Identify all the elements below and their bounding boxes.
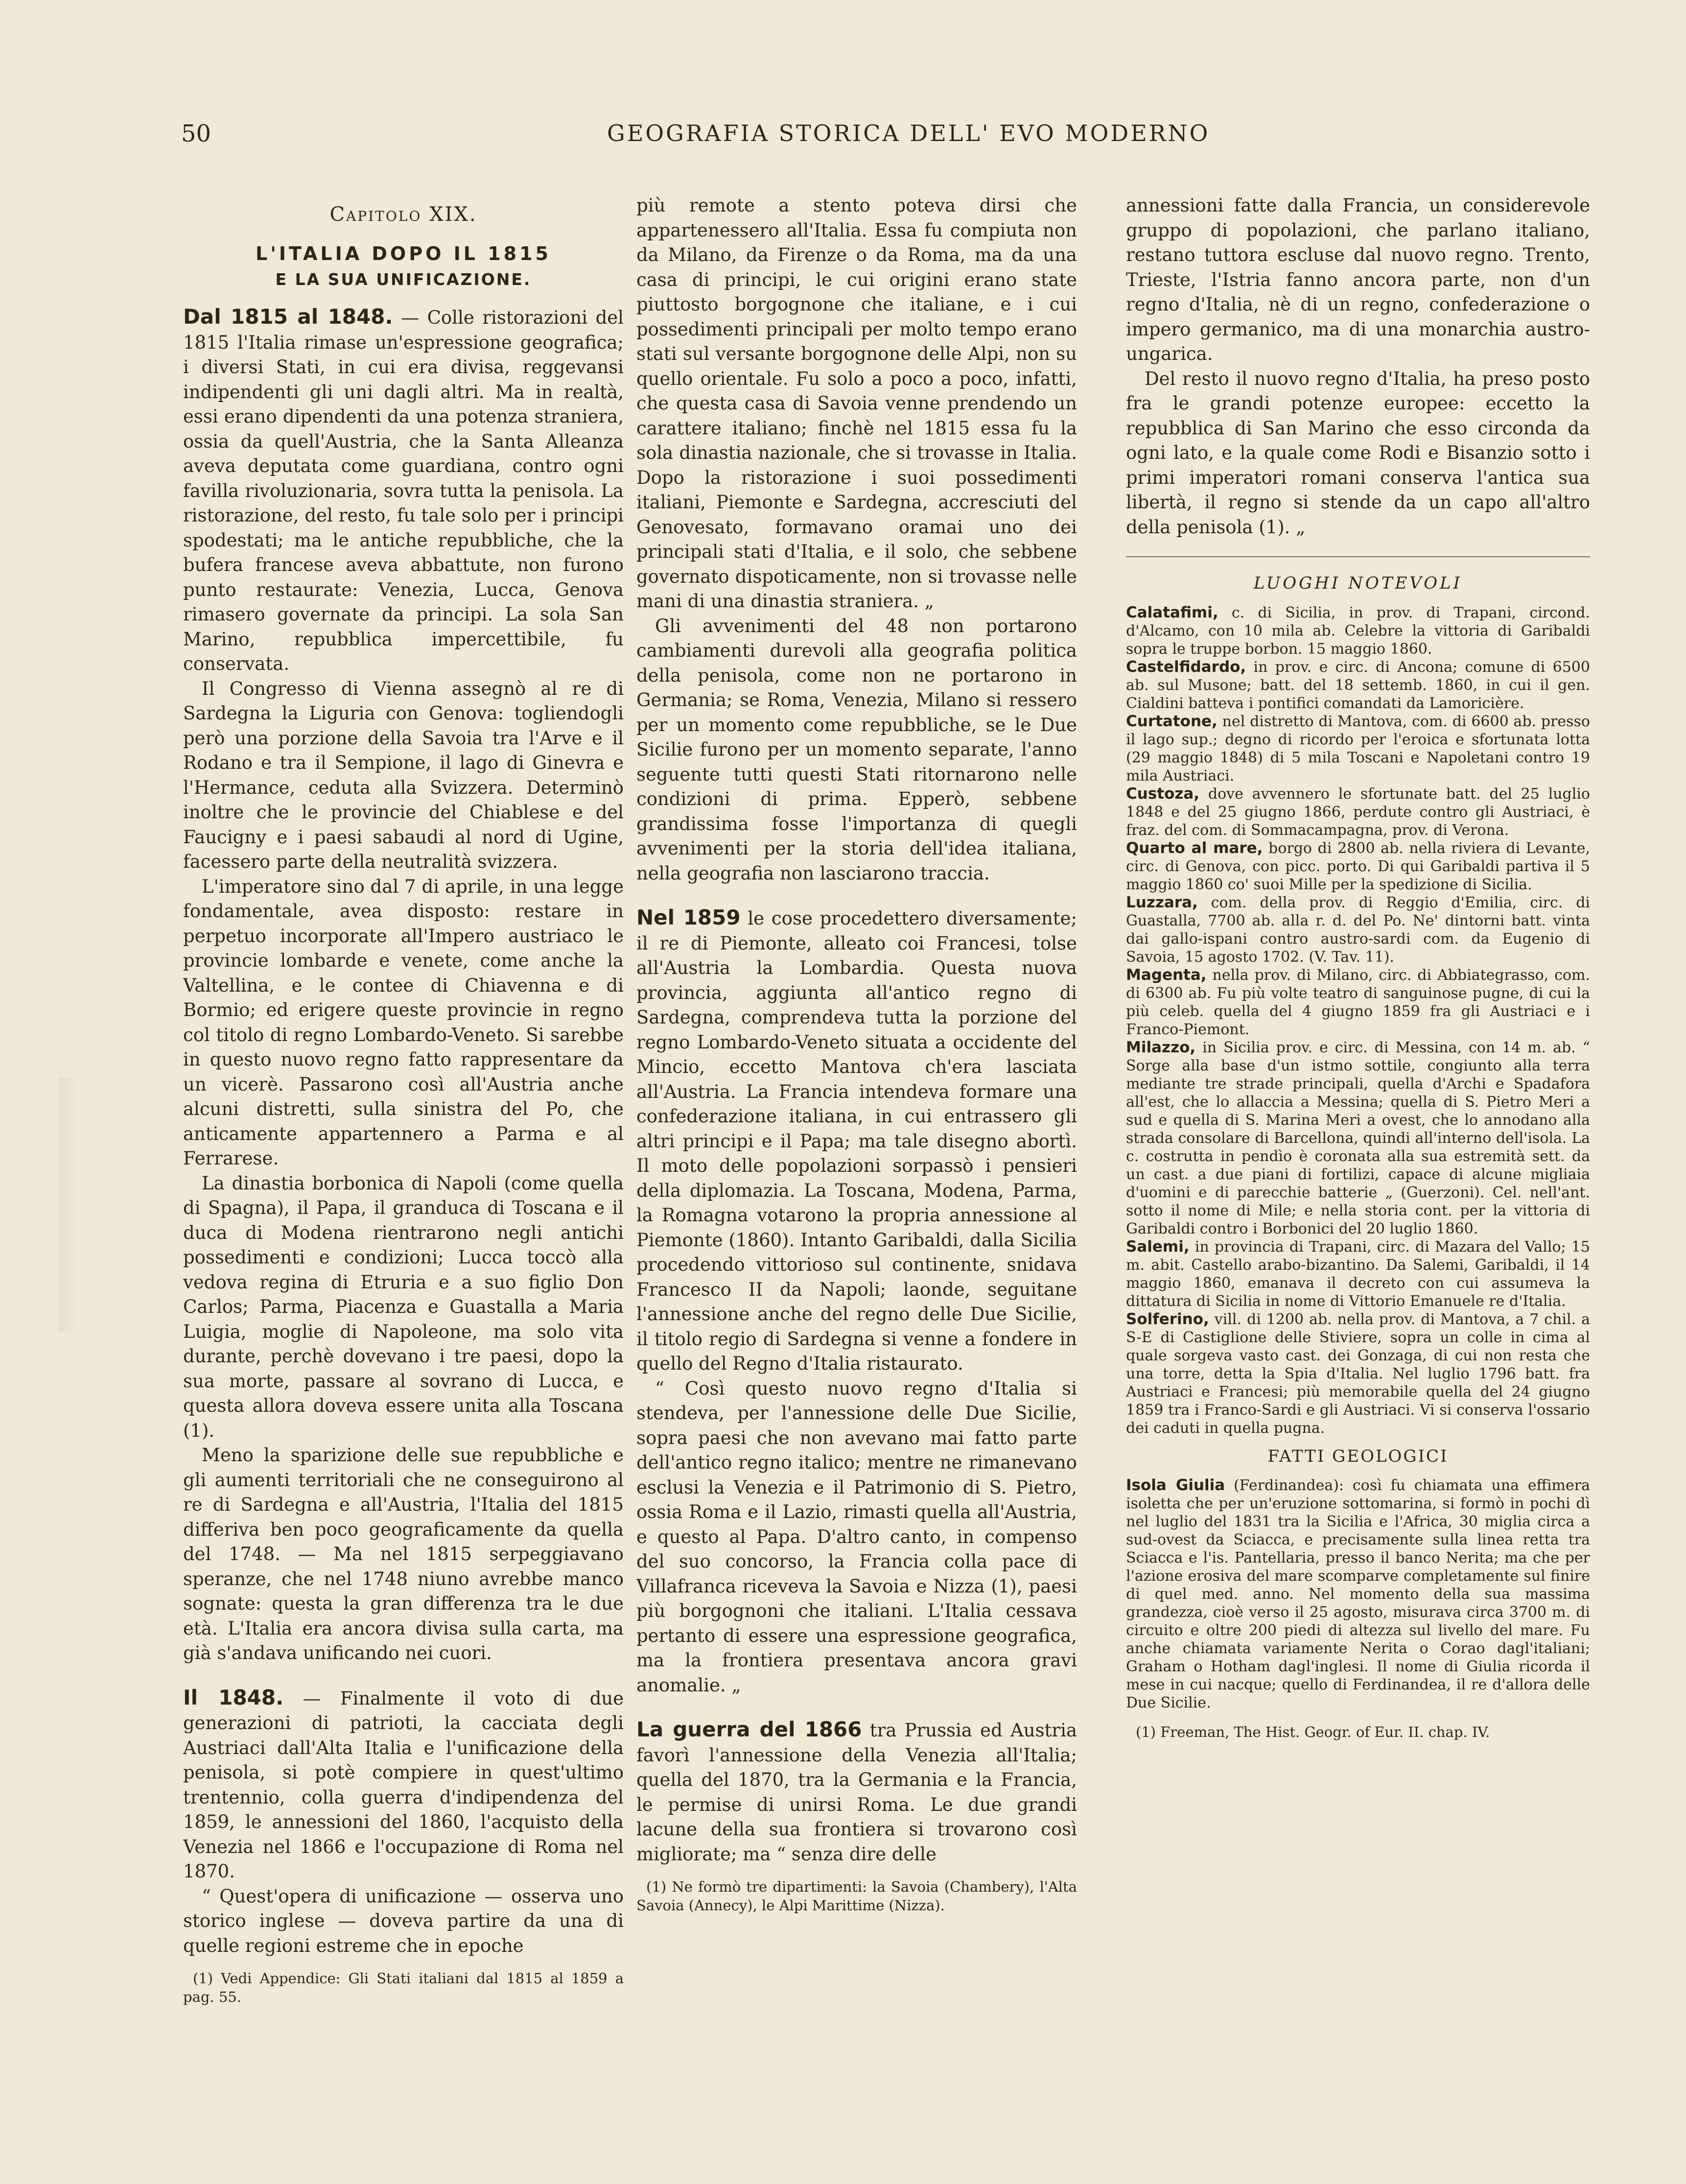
entry-name: Quarto al mare,	[1126, 839, 1263, 857]
paragraph: “ Così questo nuovo regno d'Italia si stendeva, per l'annessione delle Due Sicilie, sopra paesi che non avevano mai fatto parte dell'antico regno italico; mentre ne rimanevano esclusi la Venezia e il Patrimonio di S. Pietro, ossia Roma e il Lazio, rimasti quella all'Austria, e questo al Papa. D'altro canto, in compenso del suo concorso, la Francia colla pace di Villafranca riceveva la Savoia e Nizza (1), paesi più borgognoni che italiani. L'Italia cessava pertanto di essere una espressione geografica, ma la frontiera presentava ancora gravi anomalie. „	[636, 1377, 1077, 1696]
entry-text: com. della prov. di Reggio d'Emilia, circ. di Guastalla, 7700 ab. alla r. d. del Po. Ne' dintorni batt. vinta dai gallo-ispani contro austro-sardi com. da Eugenio di Savoia, 15 agosto 1702. (V. Tav. 11).	[1126, 894, 1590, 966]
entry-text: nel distretto di Mantova, com. di 6600 ab. presso il lago sup.; degno di ricordo per l'eroica e sfortunata lotta (29 maggio 1848) di 5 mila Toscani e Napoletani contro 19 mila Austriaci.	[1126, 712, 1590, 784]
paragraph: Il Congresso di Vienna assegnò al re di Sardegna la Liguria con Genova: togliendogli però una porzione della Savoia tra l'Arve e il Rodano e tra il Sempione, il lago di Ginevra e l'Hermance, ceduta alla Svizzera. Determinò inoltre che le provincie del Chiablese e del Faucigny e i paesi sabaudi al nord di Ugine, facessero parte della neutralità svizzera.	[183, 678, 624, 872]
entry-text: dove avvennero le sfortunate batt. del 25 luglio 1848 e del 25 giugno 1866, perdute contro gli Austriaci, è fraz. del com. di Sommacampagna, prov. di Verona.	[1126, 785, 1590, 839]
paragraph: più remote a stento poteva dirsi che appartenessero all'Italia. Essa fu compiuta non da Milano, da Firenze o da Roma, ma da una casa di principi, le cui origini erano state piuttosto borgognone che italiane, e i cui possedimenti principali per molto tempo erano stati sul versante borgognone delle Alpi, non su quello orientale. Fu solo a poco a poco, infatti, che questa casa di Savoia venne prendendo un carattere italiano; finchè nel 1815 essa fu la sola dinastia nazionale, che si trovasse in Italia. Dopo la ristorazione i suoi possedimenti italiani, Piemonte e Sardegna, accresciuti del Genovesato, formavano oramai uno dei principali stati d'Italia, e il solo, che sebbene governato dispoticamente, non si trovasse nelle mani di una dinastia straniera. „	[636, 195, 1077, 612]
luogo-entry	[1126, 712, 1590, 785]
footnote	[636, 1874, 1077, 1915]
paragraph: La dinastia borbonica di Napoli (come quella di Spagna), il Papa, il granduca di Toscana e il duca di Modena rientrarono negli antichi possedimenti e condizioni; Lucca toccò alla vedova regina di Etruria e a suo figlio Don Carlos; Parma, Piacenza e Guastalla a Maria Luigia, moglie di Napoleone, ma solo vita durante, perchè dovevano i tre paesi, dopo la sua morte, passare al sovrano di Lucca, e questa allora doveva essere unita alla Toscana (1).	[183, 1172, 624, 1441]
entry-name: Custoza,	[1126, 784, 1200, 803]
entry-name: Castelfidardo,	[1126, 658, 1246, 676]
luogo-entry	[1126, 1238, 1590, 1310]
entry-name: Milazzo,	[1126, 1038, 1196, 1056]
column-2	[636, 193, 1077, 2005]
luoghi-list	[1126, 604, 1590, 1437]
entry-text: borgo di 2800 ab. nella riviera di Levante, circ. di Genova, con picc. porto. Di qui Garibaldi partiva il 5 maggio 1860 co' suoi Mille per la spedizione di Sicilia.	[1126, 839, 1590, 893]
entry-name: Calatafimi,	[1126, 603, 1218, 621]
footnote	[1126, 1719, 1590, 1741]
paragraph	[183, 1685, 624, 1884]
entry-text: in prov. e circ. di Ancona; comune di 6500 ab. sul Musone; batt. del 18 settemb. 1860, in cui il gen. Cialdini batteva i pontifici comandati da Lamoricière.	[1126, 658, 1590, 712]
page-stain	[59, 1077, 78, 1332]
entry-text: in Sicilia prov. e circ. di Messina, con 14 m. ab. “ Sorge alla base d'un istmo sottile, congiunto alla terra mediante tre strade principali, quella d'Archi e Spadafora all'est, che lo allaccia a Messina; quella di S. Pietro Meri a sud e quella di S. Marina Meri a ovest, che lo annodano alla strada consolare di Barcellona, quindi all'interno dell'isola. La c. costrutta in pendìo è coronata alla sua estremità sett. da un cast. a due piani di fortilizi, capace di alcune migliaia d'uomini e di parecchie batterie „ (Guerzoni). Cel. nell'ant. sotto il nome di Mile; e nella storia cont. per la vittoria di Garibaldi contro i Borbonici del 20 luglio 1860.	[1126, 1039, 1590, 1237]
entry-text: nella prov. di Milano, circ. di Abbiategrasso, com. di 6300 ab. Fu più volte teatro di sanguinose pugne, di cui la più celeb. quella del 4 giugno 1859 fra gli Austriaci e i Franco-Piemont.	[1126, 966, 1590, 1038]
entry-text: vill. di 1200 ab. nella prov. di Mantova, a 7 chil. a S-E di Castiglione delle Stiviere, sopra un colle in cima al quale sorgeva vasto cast. dei Gonzaga, di cui non resta che una torre, detta la Spia d'Italia. Nel luglio 1796 batt. fra Austriaci e Francesi; più memorabile quella del 24 giugno 1859 tra i Franco-Sardi e gli Austriaci. Vi si conserva l'ossario dei caduti in quella pugna.	[1126, 1310, 1590, 1437]
entry-name: Salemi,	[1126, 1237, 1190, 1256]
entry-text: c. di Sicilia, in prov. di Trapani, circond. d'Alcamo, con 10 mila ab. Celebre la vittoria di Garibaldi sopra le truppe borbon. 15 maggio 1860.	[1126, 604, 1590, 658]
entry-name: Curtatone,	[1126, 712, 1218, 730]
footnote-text: (1) Ne formò tre dipartimenti: la Savoia (Chambery), l'Alta Savoia (Annecy), le Alpi Marittime (Nizza).	[636, 1878, 1077, 1914]
footnote-text: (1) Freeman, The Hist. Geogr. of Eur. II. chap. IV.	[1136, 1724, 1490, 1740]
chapter-number: Capitolo XIX.	[329, 203, 477, 226]
entry-name: Solferino,	[1126, 1310, 1209, 1328]
chapter-subtitle: E LA SUA UNIFICAZIONE.	[275, 269, 532, 289]
section-divider	[1126, 556, 1590, 557]
section-lead: Il 1848.	[183, 1685, 284, 1709]
entry-text: (Ferdinandea): così fu chiamata una effimera isoletta che per un'eruzione sottomarina, si formò in pochi dì nel luglio del 1831 tra la Sicilia e l'Africa, 30 miglia circa a sud-ovest da Sciacca, e precisamente sulla linea retta tra Sciacca e l'is. Pantellaria, presso il banco Nerita; ma che per l'azione erosiva del mare scomparve completamente sul finire di quel med. anno. Nel momento della sua massima grandezza, cioè verso il 25 agosto, misurava circa 3700 m. di circuito e oltre 200 piedi di altezza sul livello del mare. Fu anche chiamata variamente Nerita o Corao dagl'italiani; Graham o Hotham dagl'inglesi. Il nome di Giulia ricorda il mese in cui nacque; quello di Ferdinandea, il re d'allora delle Due Sicilie.	[1126, 1477, 1590, 1711]
fatti-heading: FATTI GEOLOGICI	[1267, 1446, 1449, 1466]
entry-name: Magenta,	[1126, 966, 1207, 984]
column-3	[1126, 193, 1590, 2005]
paragraph: Gli avvenimenti del 48 non portarono cambiamenti durevoli alla geografia politica della penisola, come non ne portarono in Germania; se Roma, Venezia, Milano si ressero per un momento come repubbliche, se le Due Sicilie furono per un momento separate, l'anno seguente tutti questi Stati ritornarono nelle condizioni di prima. Epperò, sebbene grandissima fosse l'importanza di quegli avvenimenti per la storia dell'idea italiana, nella geografia non lasciarono traccia.	[636, 615, 1077, 884]
chapter-title: L'ITALIA DOPO IL 1815	[256, 242, 551, 264]
column-1	[183, 193, 624, 2005]
paragraph	[636, 905, 1077, 1377]
section-lead: La guerra del 1866	[636, 1717, 862, 1741]
paragraph-text: — Colle ristorazioni del 1815 l'Italia rimase un'espressione geografica; i diversi Stati, in cui era divisa, reggevansi indipendenti gli uni dagli altri. Ma in realtà, essi erano dipendenti da una potenza straniera, ossia da quell'Austria, che la Santa Alleanza aveva deputata come guardiana, contro ogni favilla rivoluzionaria, sovra tutta la penisola. La ristorazione, del resto, fu tale solo per i principi spodestati; ma le antiche repubbliche, che la bufera francese aveva abbattute, non furono punto restaurate: Venezia, Lucca, Genova rimasero governate da principi. La sola San Marino, repubblica impercettibile, fu conservata.	[183, 307, 624, 674]
paragraph	[636, 1717, 1077, 1867]
paragraph: Meno la sparizione delle sue repubbliche e gli aumenti territoriali che ne conseguirono al re di Sardegna e all'Austria, l'Italia del 1815 differiva ben poco geograficamente da quella del 1748. — Ma nel 1815 serpeggiavano speranze, che nel 1748 niuno avrebbe manco sognate: questa la gran differenza tra le due età. L'Italia era ancora divisa sulla carta, ma già s'andava unificando nei cuori.	[183, 1445, 624, 1663]
paragraph: annessioni fatte dalla Francia, un considerevole gruppo di popolazioni, che parlano italiano, restano tuttora escluse dal nuovo regno. Trento, Trieste, l'Istria fanno ancora parte, non d'un regno d'Italia, nè di un regno, confederazione o impero germanico, ma di una monarchia austro-ungarica.	[1126, 195, 1590, 364]
page-number: 50	[181, 120, 211, 147]
luoghi-heading: LUOGHI NOTEVOLI	[1253, 573, 1463, 593]
luogo-entry	[1126, 785, 1590, 839]
entry-name: Isola Giulia	[1126, 1476, 1225, 1494]
paragraph	[183, 305, 624, 677]
section-lead: Dal 1815 al 1848.	[183, 305, 393, 329]
footnote-text: (1) Vedi Appendice: Gli Stati italiani dal 1815 al 1859 a pag. 55.	[183, 1970, 624, 2005]
luogo-entry	[1126, 604, 1590, 658]
luogo-entry	[1126, 839, 1590, 894]
section-lead: Nel 1859	[636, 905, 741, 929]
luogo-entry	[1126, 966, 1590, 1039]
luogo-entry	[1126, 1310, 1590, 1437]
luogo-entry	[1126, 658, 1590, 712]
paragraph-text: — Finalmente il voto di due generazioni di patrioti, la cacciata degli Austriaci dall'Alta Italia e l'unificazione della penisola, si potè compiere in quest'ultimo trentennio, colla guerra d'indipendenza del 1859, le annessioni del 1860, l'acquisto della Venezia nel 1866 e l'occupazione di Roma nel 1870.	[183, 1687, 624, 1882]
footnote	[183, 1965, 624, 2005]
luogo-entry	[1126, 894, 1590, 966]
luogo-entry	[1126, 1039, 1590, 1238]
running-title: GEOGRAFIA STORICA DELL' EVO MODERNO	[607, 120, 1210, 146]
paragraph-text: tra Prussia ed Austria favorì l'annessione della Venezia all'Italia; quella del 1870, tra la Germania e la Francia, le permise di unirsi Roma. Le due grandi lacune della sua frontiera si trovarono così migliorate; ma “ senza dire delle	[636, 1720, 1077, 1865]
paragraph: “ Quest'opera di unificazione — osserva uno storico inglese — doveva partire da una di quelle regioni estreme che in epoche	[183, 1885, 624, 1956]
entry-name: Luzzara,	[1126, 893, 1198, 911]
paragraph: L'imperatore sino dal 7 di aprile, in una legge fondamentale, avea disposto: restare in perpetuo incorporate all'Impero austriaco le provincie lombarde e venete, come anche la Valtellina, e le contee di Chiavenna e di Bormio; ed erigere queste provincie in regno col titolo di regno Lombardo-Veneto. Si sarebbe in questo nuovo regno fatto rappresentare da un vicerè. Passarono così all'Austria anche alcuni distretti, sulla sinistra del Po, che anticamente appartennero a Parma e al Ferrarese.	[183, 876, 624, 1169]
entry-text: in provincia di Trapani, circ. di Mazara del Vallo; 15 m. abit. Castello arabo-bizantino. Da Salemi, Garibaldi, il 14 maggio 1860, emanava il decreto con cui assumeva la dittatura di Sicilia in nome di Vittorio Emanuele re d'Italia.	[1126, 1238, 1590, 1310]
fatti-entry	[1126, 1476, 1590, 1712]
paragraph: Del resto il nuovo regno d'Italia, ha preso posto fra le grandi potenze europee: eccetto la repubblica di San Marino che esso circonda da ogni lato, e la quale come Rodi e Bisanzio sotto i primi imperatori romani conserva l'antica sua libertà, il regno si stende da un capo all'altro della penisola (1). „	[1126, 368, 1590, 538]
paragraph-text: le cose procedettero diversamente; il re di Piemonte, alleato coi Francesi, tolse all'Austria la Lombardia. Questa nuova provincia, aggiunta all'antico regno di Sardegna, comprendeva tutta la porzione del regno Lombardo-Veneto situata a occidente del Mincio, eccetto Mantova ch'era lasciata all'Austria. La Francia intendeva formare una confederazione italiana, in cui entrassero gli altri principi e il Papa; ma tale disegno abortì. Il moto delle popolazioni sorpassò i pensieri della diplomazia. La Toscana, Modena, Parma, la Romagna votarono la propria annessione al Piemonte (1860). Intanto Garibaldi, dalla Sicilia procedendo vittorioso sul continente, snidava Francesco II da Napoli; laonde, seguitane l'annessione anche del regno delle Due Sicilie, il titolo regio di Sardegna si venne a fondere in quello del Regno d'Italia ristaurato.	[636, 908, 1077, 1374]
page-header	[181, 120, 1210, 154]
